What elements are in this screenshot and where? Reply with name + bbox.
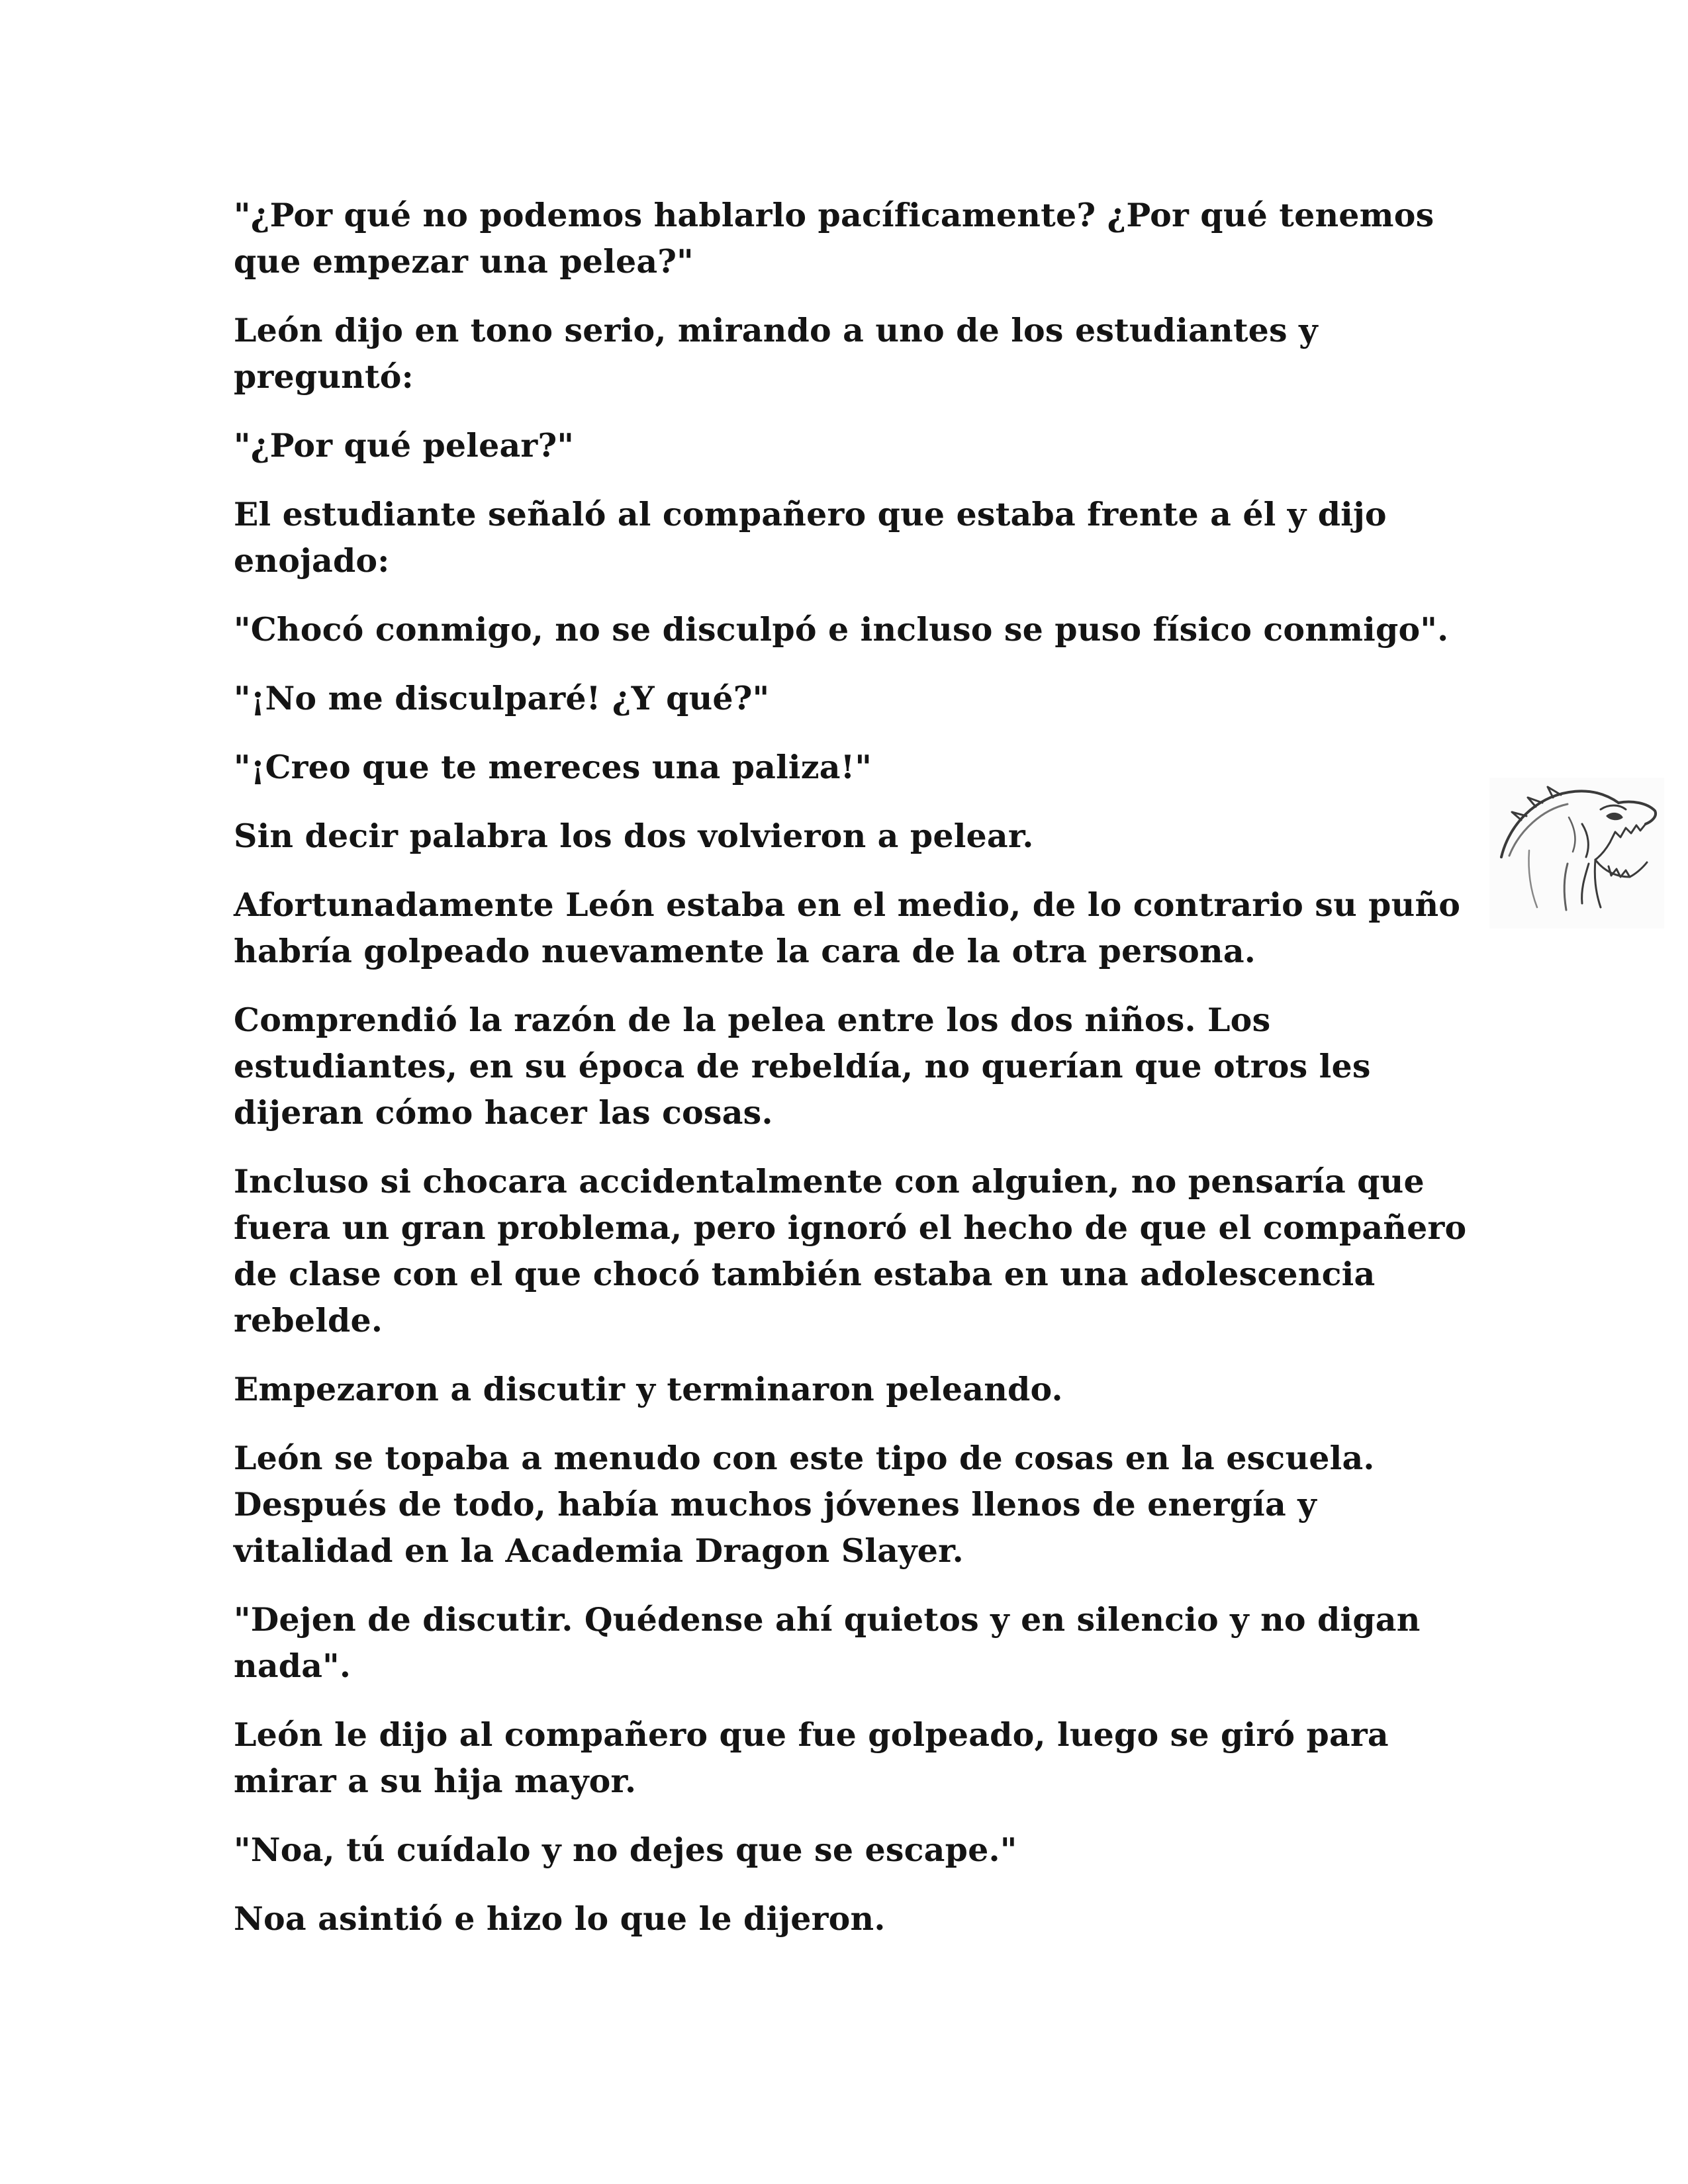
paragraph: "¡No me disculparé! ¿Y qué?" bbox=[234, 679, 770, 717]
document-body bbox=[234, 192, 1478, 1964]
paragraph: Comprendió la razón de la pelea entre los dos niños. Los estudiantes, en su época de rebeldía, no querían que otros les dijeran cómo hacer las cosas. bbox=[234, 1001, 1371, 1132]
paragraph: Afortunadamente León estaba en el medio, de lo contrario su puño habría golpeado nuevamente la cara de la otra persona. bbox=[234, 886, 1461, 970]
paragraph: "Chocó conmigo, no se disculpó e incluso se puso físico conmigo". bbox=[234, 610, 1449, 649]
paragraph: Empezaron a discutir y terminaron peleando. bbox=[234, 1370, 1063, 1408]
paragraph: Incluso si chocara accidentalmente con alguien, no pensaría que fuera un gran problema, pero ignoró el hecho de que el compañero de clase con el que chocó también estaba en una adolescencia rebelde. bbox=[234, 1162, 1467, 1340]
paragraph: "Noa, tú cuídalo y no dejes que se escape." bbox=[234, 1831, 1017, 1869]
paragraph: Noa asintió e hizo lo que le dijeron. bbox=[234, 1899, 886, 1938]
paragraph: León dijo en tono serio, mirando a uno de los estudiantes y preguntó: bbox=[234, 311, 1318, 396]
paragraph: "Dejen de discutir. Quédense ahí quietos y en silencio y no digan nada". bbox=[234, 1600, 1421, 1685]
paragraph: León se topaba a menudo con este tipo de cosas en la escuela. Después de todo, había muchos jóvenes llenos de energía y vitalidad en la Academia Dragon Slayer. bbox=[234, 1439, 1375, 1570]
dragon-head-sketch-icon bbox=[1489, 778, 1664, 929]
paragraph: "¿Por qué pelear?" bbox=[234, 426, 575, 465]
paragraph: León le dijo al compañero que fue golpeado, luego se giró para mirar a su hija mayor. bbox=[234, 1715, 1389, 1800]
paragraph: "¿Por qué no podemos hablarlo pacíficamente? ¿Por qué tenemos que empezar una pelea?" bbox=[234, 196, 1434, 281]
paragraph: Sin decir palabra los dos volvieron a pelear. bbox=[234, 817, 1034, 855]
paragraph: El estudiante señaló al compañero que estaba frente a él y dijo enojado: bbox=[234, 495, 1387, 580]
paragraph: "¡Creo que te mereces una paliza!" bbox=[234, 748, 872, 786]
